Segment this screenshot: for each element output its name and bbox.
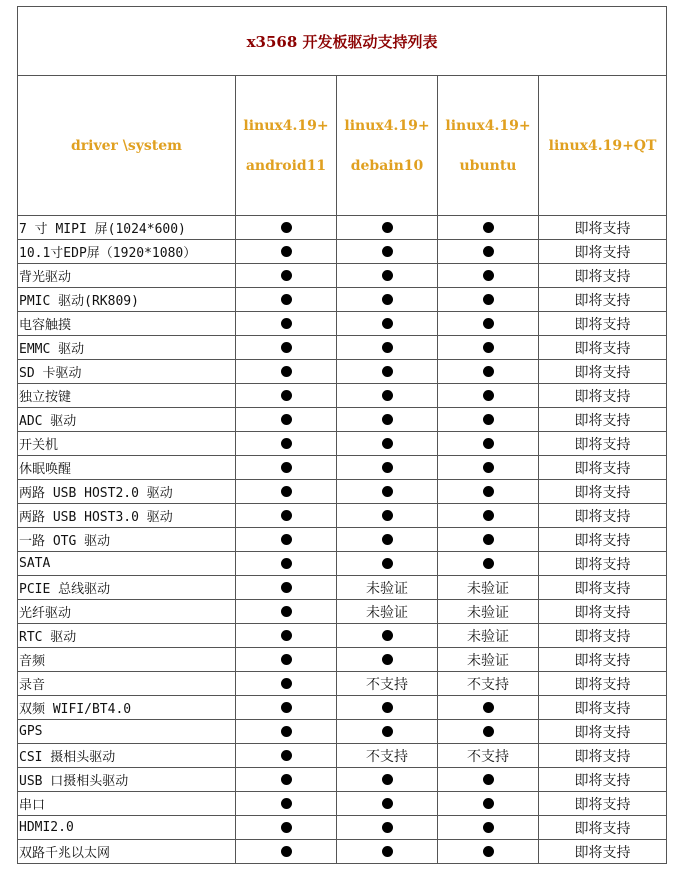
- supported-dot-icon: [382, 294, 393, 305]
- status-text: 不支持: [467, 748, 509, 765]
- header-line: linux4.19+QT: [548, 137, 657, 154]
- supported-dot-icon: [382, 822, 393, 833]
- status-text: 即将支持: [574, 268, 631, 285]
- status-text: 即将支持: [574, 292, 631, 309]
- supported-cell: [236, 504, 337, 528]
- supported-cell: [337, 312, 438, 336]
- supported-dot-icon: [281, 486, 292, 497]
- supported-dot-icon: [483, 486, 494, 497]
- supported-dot-icon: [483, 414, 494, 425]
- status-text: 即将支持: [574, 244, 631, 261]
- supported-cell: [236, 624, 337, 648]
- supported-dot-icon: [281, 774, 292, 785]
- supported-dot-icon: [281, 222, 292, 233]
- supported-dot-icon: [281, 246, 292, 257]
- driver-name: PMIC 驱动(RK809): [18, 288, 236, 312]
- status-cell: [539, 288, 667, 312]
- supported-cell: [337, 216, 438, 240]
- table-row: [18, 432, 667, 456]
- table-row: [18, 672, 667, 696]
- supported-cell: [337, 792, 438, 816]
- table-row: [18, 384, 667, 408]
- status-cell: [539, 240, 667, 264]
- supported-cell: [236, 480, 337, 504]
- supported-dot-icon: [281, 270, 292, 281]
- table-row: [18, 840, 667, 864]
- status-cell: [539, 528, 667, 552]
- supported-cell: [236, 840, 337, 864]
- supported-dot-icon: [382, 702, 393, 713]
- supported-cell: [337, 648, 438, 672]
- supported-cell: [236, 720, 337, 744]
- supported-dot-icon: [382, 438, 393, 449]
- driver-name: GPS: [18, 720, 236, 744]
- status-text: 即将支持: [574, 676, 631, 693]
- supported-cell: [438, 288, 539, 312]
- status-cell: [539, 696, 667, 720]
- supported-dot-icon: [483, 366, 494, 377]
- header-driver-system: driver \system: [18, 76, 236, 216]
- status-cell: [539, 312, 667, 336]
- supported-cell: [236, 648, 337, 672]
- supported-dot-icon: [382, 366, 393, 377]
- supported-dot-icon: [281, 390, 292, 401]
- table-row: [18, 216, 667, 240]
- supported-cell: [236, 744, 337, 768]
- supported-cell: [236, 360, 337, 384]
- table-row: [18, 792, 667, 816]
- supported-cell: [438, 504, 539, 528]
- driver-name: 一路 OTG 驱动: [18, 528, 236, 552]
- driver-name: EMMC 驱动: [18, 336, 236, 360]
- driver-name: 10.1寸EDP屏（1920*1080）: [18, 240, 236, 264]
- table-row: [18, 816, 667, 840]
- status-text: 即将支持: [574, 700, 631, 717]
- supported-dot-icon: [382, 318, 393, 329]
- status-text: 即将支持: [574, 820, 631, 837]
- supported-cell: [438, 816, 539, 840]
- supported-dot-icon: [281, 654, 292, 665]
- driver-name: 电容触摸: [18, 312, 236, 336]
- driver-support-table: [17, 6, 667, 864]
- table-row: [18, 528, 667, 552]
- table-row: [18, 768, 667, 792]
- supported-cell: [438, 480, 539, 504]
- table-row: [18, 240, 667, 264]
- supported-dot-icon: [281, 510, 292, 521]
- supported-dot-icon: [483, 726, 494, 737]
- supported-dot-icon: [483, 798, 494, 809]
- driver-name: PCIE 总线驱动: [18, 576, 236, 600]
- supported-dot-icon: [281, 582, 292, 593]
- status-cell: [539, 408, 667, 432]
- supported-dot-icon: [382, 486, 393, 497]
- supported-dot-icon: [382, 654, 393, 665]
- header-ubuntu: [438, 76, 539, 216]
- driver-name: 休眠唤醒: [18, 456, 236, 480]
- status-text: 即将支持: [574, 772, 631, 789]
- status-cell: [539, 648, 667, 672]
- supported-cell: [337, 240, 438, 264]
- driver-name: 两路 USB HOST3.0 驱动: [18, 504, 236, 528]
- status-text: 即将支持: [574, 388, 631, 405]
- supported-dot-icon: [281, 630, 292, 641]
- supported-dot-icon: [382, 630, 393, 641]
- supported-dot-icon: [382, 558, 393, 569]
- driver-name: RTC 驱动: [18, 624, 236, 648]
- supported-cell: [438, 384, 539, 408]
- supported-cell: [438, 264, 539, 288]
- supported-cell: [337, 264, 438, 288]
- status-cell: [539, 720, 667, 744]
- supported-dot-icon: [281, 678, 292, 689]
- status-text: 即将支持: [574, 484, 631, 501]
- supported-dot-icon: [281, 726, 292, 737]
- header-line: android11: [245, 157, 327, 174]
- supported-cell: [337, 504, 438, 528]
- supported-cell: [236, 432, 337, 456]
- driver-name: 光纤驱动: [18, 600, 236, 624]
- status-text: 即将支持: [574, 532, 631, 549]
- table-row: [18, 744, 667, 768]
- supported-cell: [438, 240, 539, 264]
- status-cell: [337, 600, 438, 624]
- driver-name: CSI 摄相头驱动: [18, 744, 236, 768]
- supported-cell: [337, 696, 438, 720]
- supported-cell: [236, 288, 337, 312]
- driver-name: 双频 WIFI/BT4.0: [18, 696, 236, 720]
- status-cell: [539, 600, 667, 624]
- status-cell: [539, 672, 667, 696]
- supported-cell: [236, 240, 337, 264]
- status-cell: [539, 456, 667, 480]
- status-text: 未验证: [467, 580, 509, 597]
- supported-dot-icon: [382, 798, 393, 809]
- supported-dot-icon: [281, 606, 292, 617]
- status-text: 即将支持: [574, 556, 631, 573]
- supported-cell: [337, 288, 438, 312]
- supported-cell: [236, 408, 337, 432]
- supported-cell: [337, 336, 438, 360]
- supported-dot-icon: [483, 702, 494, 713]
- status-cell: [539, 552, 667, 576]
- driver-name: SD 卡驱动: [18, 360, 236, 384]
- driver-name: 录音: [18, 672, 236, 696]
- supported-dot-icon: [382, 846, 393, 857]
- supported-dot-icon: [281, 750, 292, 761]
- table-body: [18, 7, 667, 864]
- status-cell: [539, 432, 667, 456]
- status-cell: [539, 360, 667, 384]
- supported-dot-icon: [382, 534, 393, 545]
- driver-name: SATA: [18, 552, 236, 576]
- supported-cell: [236, 456, 337, 480]
- supported-dot-icon: [382, 414, 393, 425]
- supported-dot-icon: [281, 438, 292, 449]
- status-text: 不支持: [366, 748, 408, 765]
- supported-dot-icon: [281, 318, 292, 329]
- header-qt: [539, 76, 667, 216]
- driver-name: HDMI2.0: [18, 816, 236, 840]
- supported-cell: [236, 312, 337, 336]
- header-line: linux4.19+: [445, 117, 531, 134]
- supported-cell: [337, 384, 438, 408]
- status-cell: [539, 264, 667, 288]
- supported-dot-icon: [483, 318, 494, 329]
- status-cell: [539, 216, 667, 240]
- supported-dot-icon: [483, 558, 494, 569]
- supported-cell: [236, 768, 337, 792]
- status-cell: [337, 672, 438, 696]
- driver-name: 开关机: [18, 432, 236, 456]
- status-cell: [539, 816, 667, 840]
- supported-cell: [236, 552, 337, 576]
- driver-name: ADC 驱动: [18, 408, 236, 432]
- table-row: [18, 552, 667, 576]
- supported-cell: [438, 552, 539, 576]
- table-row: [18, 360, 667, 384]
- status-text: 即将支持: [574, 412, 631, 429]
- status-text: 即将支持: [574, 748, 631, 765]
- supported-cell: [236, 792, 337, 816]
- supported-cell: [337, 456, 438, 480]
- supported-dot-icon: [281, 534, 292, 545]
- supported-cell: [438, 408, 539, 432]
- driver-name: 串口: [18, 792, 236, 816]
- driver-name: 音频: [18, 648, 236, 672]
- status-text: 即将支持: [574, 724, 631, 741]
- status-text: 不支持: [467, 676, 509, 693]
- table-row: [18, 408, 667, 432]
- status-cell: [539, 480, 667, 504]
- supported-dot-icon: [281, 846, 292, 857]
- status-text: 即将支持: [574, 628, 631, 645]
- status-text: 即将支持: [574, 796, 631, 813]
- supported-dot-icon: [483, 294, 494, 305]
- status-text: 即将支持: [574, 844, 631, 861]
- status-cell: [337, 744, 438, 768]
- header-line: debain10: [350, 157, 424, 174]
- driver-name: USB 口摄相头驱动: [18, 768, 236, 792]
- supported-cell: [438, 312, 539, 336]
- supported-dot-icon: [281, 702, 292, 713]
- supported-dot-icon: [281, 294, 292, 305]
- header-line: linux4.19+: [243, 117, 329, 134]
- supported-cell: [438, 720, 539, 744]
- supported-cell: [337, 816, 438, 840]
- supported-dot-icon: [382, 774, 393, 785]
- supported-dot-icon: [483, 846, 494, 857]
- supported-cell: [438, 696, 539, 720]
- table-row: [18, 288, 667, 312]
- supported-dot-icon: [382, 726, 393, 737]
- supported-dot-icon: [483, 270, 494, 281]
- status-cell: [438, 624, 539, 648]
- supported-dot-icon: [382, 222, 393, 233]
- supported-dot-icon: [483, 222, 494, 233]
- supported-cell: [236, 672, 337, 696]
- supported-dot-icon: [382, 510, 393, 521]
- status-cell: [539, 624, 667, 648]
- supported-cell: [438, 840, 539, 864]
- supported-cell: [236, 576, 337, 600]
- supported-cell: [236, 528, 337, 552]
- status-text: 即将支持: [574, 508, 631, 525]
- status-text: 未验证: [467, 652, 509, 669]
- supported-dot-icon: [281, 414, 292, 425]
- supported-cell: [438, 768, 539, 792]
- supported-dot-icon: [281, 342, 292, 353]
- supported-dot-icon: [281, 462, 292, 473]
- supported-dot-icon: [281, 558, 292, 569]
- status-text: 未验证: [467, 628, 509, 645]
- driver-name: 独立按键: [18, 384, 236, 408]
- supported-dot-icon: [281, 366, 292, 377]
- supported-dot-icon: [281, 798, 292, 809]
- supported-dot-icon: [483, 510, 494, 521]
- supported-dot-icon: [483, 438, 494, 449]
- supported-cell: [438, 528, 539, 552]
- status-cell: [438, 576, 539, 600]
- supported-cell: [438, 360, 539, 384]
- supported-cell: [337, 360, 438, 384]
- table-row: [18, 504, 667, 528]
- supported-cell: [236, 600, 337, 624]
- status-cell: [539, 768, 667, 792]
- header-line: linux4.19+: [344, 117, 430, 134]
- status-cell: [438, 600, 539, 624]
- status-text: 即将支持: [574, 436, 631, 453]
- status-text: 未验证: [366, 580, 408, 597]
- supported-dot-icon: [483, 342, 494, 353]
- table-row: [18, 456, 667, 480]
- status-text: 即将支持: [574, 460, 631, 477]
- status-text: 即将支持: [574, 652, 631, 669]
- status-text: 未验证: [467, 604, 509, 621]
- driver-name: 双路千兆以太网: [18, 840, 236, 864]
- table-title: x3568 开发板驱动支持列表: [18, 7, 667, 76]
- status-text: 即将支持: [574, 604, 631, 621]
- status-cell: [539, 840, 667, 864]
- header-debian: [337, 76, 438, 216]
- supported-dot-icon: [483, 534, 494, 545]
- supported-cell: [438, 456, 539, 480]
- header-line: ubuntu: [459, 157, 517, 174]
- supported-cell: [236, 216, 337, 240]
- status-text: 即将支持: [574, 340, 631, 357]
- driver-name: 背光驱动: [18, 264, 236, 288]
- status-text: 未验证: [366, 604, 408, 621]
- driver-name: 7 寸 MIPI 屏(1024*600): [18, 216, 236, 240]
- status-cell: [438, 672, 539, 696]
- supported-cell: [236, 384, 337, 408]
- status-cell: [539, 744, 667, 768]
- status-cell: [539, 384, 667, 408]
- header-row: [18, 76, 667, 216]
- status-cell: [337, 576, 438, 600]
- table-row: [18, 696, 667, 720]
- supported-dot-icon: [281, 822, 292, 833]
- status-cell: [438, 648, 539, 672]
- supported-cell: [337, 432, 438, 456]
- supported-cell: [337, 840, 438, 864]
- status-text: 即将支持: [574, 220, 631, 237]
- table-row: [18, 480, 667, 504]
- supported-cell: [438, 216, 539, 240]
- header-android: [236, 76, 337, 216]
- supported-dot-icon: [382, 462, 393, 473]
- supported-cell: [337, 408, 438, 432]
- supported-dot-icon: [483, 390, 494, 401]
- supported-cell: [337, 720, 438, 744]
- supported-dot-icon: [382, 270, 393, 281]
- supported-cell: [337, 528, 438, 552]
- status-cell: [539, 504, 667, 528]
- status-cell: [539, 792, 667, 816]
- status-text: 即将支持: [574, 580, 631, 597]
- title-row: [18, 7, 667, 76]
- status-text: 即将支持: [574, 316, 631, 333]
- table-row: [18, 336, 667, 360]
- supported-dot-icon: [483, 462, 494, 473]
- table-row: [18, 624, 667, 648]
- table-row: [18, 312, 667, 336]
- table-row: [18, 600, 667, 624]
- supported-cell: [236, 696, 337, 720]
- table-row: [18, 648, 667, 672]
- supported-cell: [337, 768, 438, 792]
- status-cell: [539, 336, 667, 360]
- supported-dot-icon: [382, 246, 393, 257]
- table-row: [18, 720, 667, 744]
- supported-dot-icon: [382, 342, 393, 353]
- supported-cell: [438, 432, 539, 456]
- supported-cell: [236, 336, 337, 360]
- status-cell: [539, 576, 667, 600]
- table-row: [18, 576, 667, 600]
- status-text: 不支持: [366, 676, 408, 693]
- supported-cell: [236, 816, 337, 840]
- supported-cell: [337, 480, 438, 504]
- supported-cell: [438, 792, 539, 816]
- supported-cell: [337, 624, 438, 648]
- status-text: 即将支持: [574, 364, 631, 381]
- status-cell: [438, 744, 539, 768]
- supported-cell: [337, 552, 438, 576]
- supported-dot-icon: [483, 822, 494, 833]
- supported-dot-icon: [483, 246, 494, 257]
- table-row: [18, 264, 667, 288]
- supported-cell: [438, 336, 539, 360]
- driver-name: 两路 USB HOST2.0 驱动: [18, 480, 236, 504]
- supported-dot-icon: [483, 774, 494, 785]
- supported-cell: [236, 264, 337, 288]
- supported-dot-icon: [382, 390, 393, 401]
